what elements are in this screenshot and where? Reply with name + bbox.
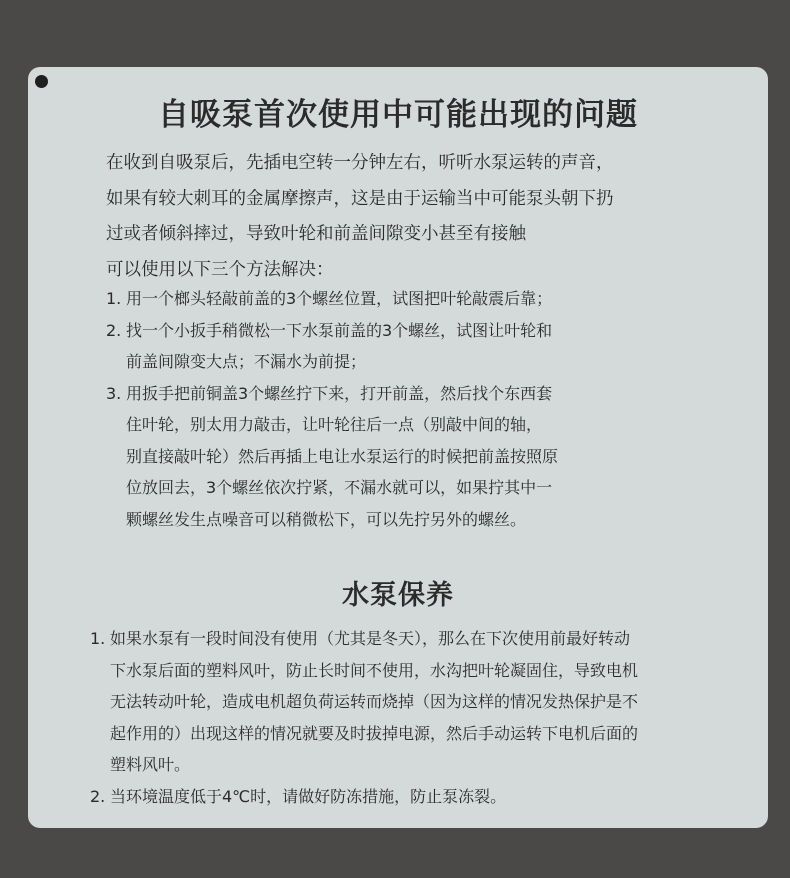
bullet-dot-icon (35, 75, 48, 88)
section-title-maintenance: 水泵保养 (342, 580, 454, 611)
item-number: 2. (90, 786, 106, 806)
list-item (90, 781, 730, 813)
item-line: 无法转动叶轮，造成电机超负荷运转而烧掉（因为这样的情况发热保护是不 (110, 692, 639, 711)
page-title: 自吸泵首次使用中可能出现的问题 (158, 97, 638, 133)
list-item (106, 283, 726, 315)
list-item (106, 378, 726, 536)
item-number: 1. (90, 629, 106, 648)
item-line: 塑料风叶。 (110, 755, 191, 774)
item-line: 颗螺丝发生点噪音可以稍微松下，可以先拧另外的螺丝。 (126, 509, 527, 529)
item-line: 下水泵后面的塑料风叶，防止长时间不使用，水沟把叶轮凝固住，导致电机 (110, 660, 639, 680)
content-card (28, 67, 768, 828)
item-line: 别直接敲叶轮）然后再插上电让水泵运行的时候把前盖按照原 (126, 446, 559, 466)
intro-line: 在收到自吸泵后，先插电空转一分钟左右，听听水泵运转的声音， (106, 153, 614, 173)
list-item (90, 623, 730, 781)
item-line: 位放回去，3个螺丝依次拧紧，不漏水就可以，如果拧其中一 (126, 478, 553, 497)
list-item (106, 315, 726, 378)
item-line: 用一个榔头轻敲前盖的3个螺丝位置，试图把叶轮敲震后靠； (126, 289, 553, 308)
solutions-list (106, 283, 726, 535)
item-number: 2. (106, 320, 122, 340)
item-line: 住叶轮，别太用力敲击，让叶轮往后一点（别敲中间的轴， (126, 415, 543, 434)
item-line: 找一个小扳手稍微松一下水泵前盖的3个螺丝，试图让叶轮和 (126, 320, 553, 340)
intro-paragraph (106, 146, 726, 288)
item-number: 1. (106, 289, 122, 308)
item-line: 如果水泵有一段时间没有使用（尤其是冬天），那么在下次使用前最好转动 (110, 629, 631, 648)
maintenance-list (90, 623, 730, 812)
item-line: 用扳手把前铜盖3个螺丝拧下来，打开前盖，然后找个东西套 (126, 383, 553, 403)
intro-line: 如果有较大刺耳的金属摩擦声，这是由于运输当中可能泵头朝下扔 (106, 188, 614, 209)
intro-line: 可以使用以下三个方法解决： (106, 259, 334, 280)
item-number: 3. (106, 383, 122, 403)
item-line: 起作用的）出现这样的情况就要及时拔掉电源，然后手动运转下电机后面的 (110, 723, 639, 743)
item-line: 前盖间隙变大点；不漏水为前提； (126, 352, 367, 371)
intro-line: 过或者倾斜摔过，导致叶轮和前盖间隙变小甚至有接触 (106, 224, 526, 244)
item-line: 当环境温度低于4℃时，请做好防冻措施，防止泵冻裂。 (110, 786, 507, 806)
